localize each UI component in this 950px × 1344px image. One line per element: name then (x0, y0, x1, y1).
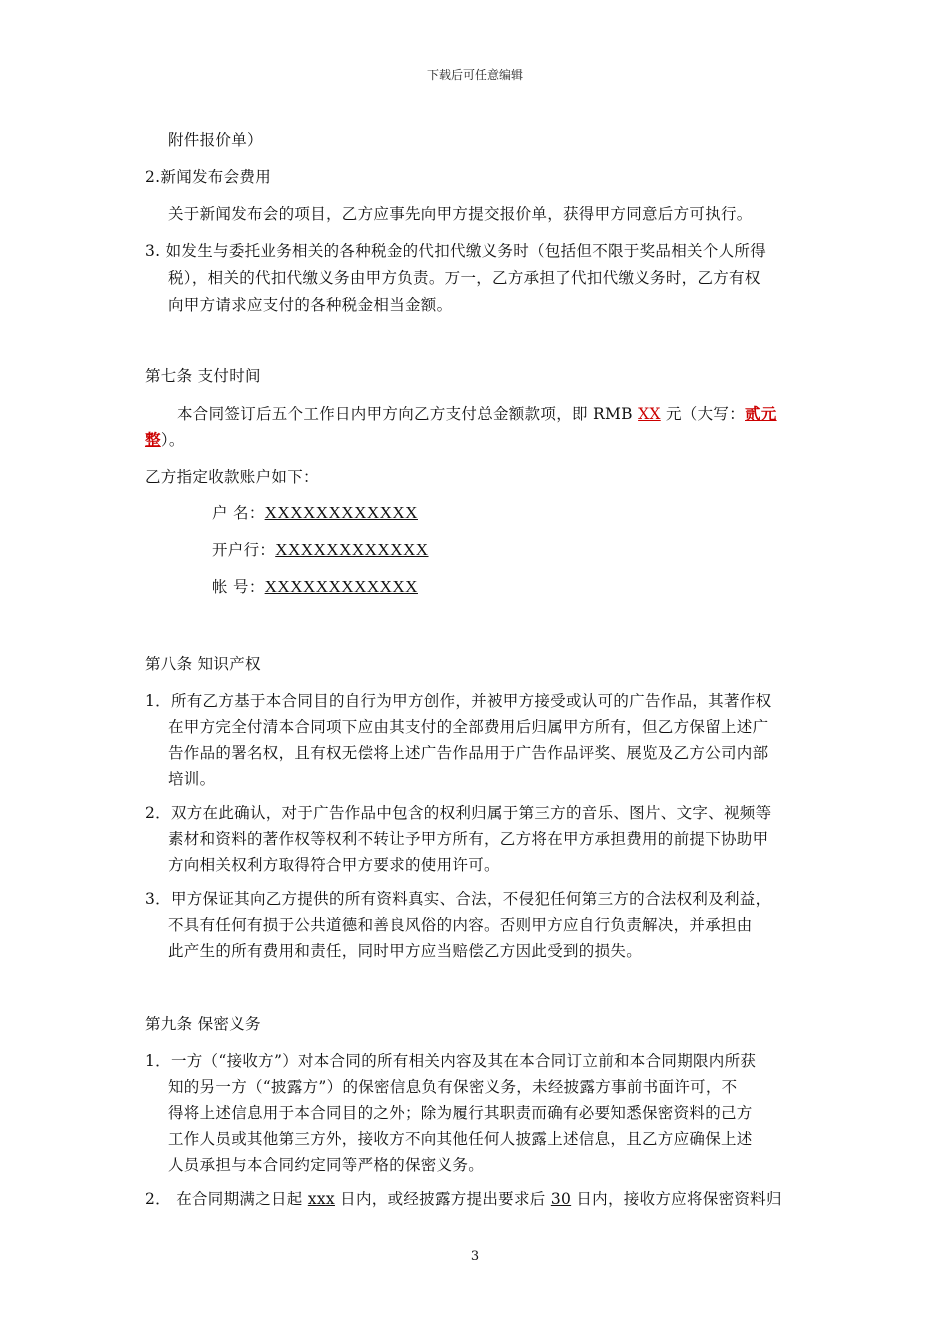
account-intro: 乙方指定收款账户如下： (145, 468, 319, 486)
payment-amount-cn-part2: 整 (145, 430, 161, 449)
s9-item-1-line-4: 工作人员或其他第三方外，接收方不向其他任何人披露上述信息，且乙方应确保上述 (168, 1130, 753, 1148)
s9-item-1-line-1: 1．一方（“接收方”）对本合同的所有相关内容及其在本合同订立前和本合同期限内所获 (145, 1052, 757, 1070)
item-2-body: 关于新闻发布会的项目，乙方应事先向甲方提交报价单，获得甲方同意后方可执行。 (168, 205, 753, 223)
s9-item-2-line-1 (145, 1187, 782, 1209)
account-number-row (212, 575, 418, 597)
payment-text-pre: 本合同签订后五个工作日内甲方向乙方支付总金额款项，即 RMB (177, 405, 639, 423)
s8-item-2-line-1: 2．双方在此确认，对于广告作品中包含的权利归属于第三方的音乐、图片、文字、视频等 (145, 804, 772, 822)
payment-text-end: ）。 (160, 431, 185, 449)
s9-item-2-pre: 2． 在合同期满之日起 (145, 1190, 308, 1208)
payment-paragraph-line-1 (177, 402, 777, 424)
account-number-value: XXXXXXXXXXXX (264, 577, 418, 596)
s8-item-1-line-2: 在甲方完全付清本合同项下应由其支付的全部费用后归属甲方所有，但乙方保留上述广 (168, 718, 769, 736)
page-header: 下载后可任意编辑 (426, 68, 523, 82)
s9-item-2-end: 日内，接收方应将保密资料归 (571, 1190, 782, 1208)
s8-item-3-line-2: 不具有任何有损于公共道德和善良风俗的内容。否则甲方应自行负责解决，并承担由 (168, 916, 753, 934)
s8-item-1-line-1: 1．所有乙方基于本合同目的自行为甲方创作，并被甲方接受或认可的广告作品，其著作权 (145, 692, 772, 710)
item-2-heading: 2.新闻发布会费用 (145, 168, 271, 186)
page-number: 3 (470, 1249, 480, 1264)
payment-amount-cn-part1: 贰元 (745, 404, 777, 423)
item-3-line-2: 税），相关的代扣代缴义务由甲方负责。万一，乙方承担了代扣代缴义务时，乙方有权 (168, 269, 761, 287)
s8-item-2-line-3: 方向相关权利方取得符合甲方要求的使用许可。 (168, 856, 500, 874)
s9-item-1-line-2: 知的另一方（“披露方”）的保密信息负有保密义务，未经披露方事前书面许可，不 (168, 1078, 738, 1096)
item-3-line-3: 向甲方请求应支付的各种税金相当金额。 (168, 296, 453, 314)
section-9-title: 第九条 保密义务 (145, 1015, 261, 1033)
s8-item-3-line-3: 此产生的所有费用和责任，同时甲方应当赔偿乙方因此受到的损失。 (168, 942, 643, 960)
section-7-title: 第七条 支付时间 (145, 367, 261, 385)
account-bank-label: 开户行： (212, 541, 276, 559)
s9-item-2-mid: 日内，或经披露方提出要求后 (334, 1190, 551, 1208)
payment-text-mid: 元（大写： (660, 405, 745, 423)
account-name-value: XXXXXXXXXXXX (264, 503, 418, 522)
section-8-title: 第八条 知识产权 (145, 655, 261, 673)
item-3-line-1: 3. 如发生与委托业务相关的各种税金的代扣代缴义务时（包括但不限于奖品相关个人所得 (145, 242, 767, 260)
payment-paragraph-line-2 (145, 428, 185, 450)
item-continuation: 附件报价单） (168, 131, 263, 149)
s9-item-1-line-5: 人员承担与本合同约定同等严格的保密义务。 (168, 1156, 485, 1174)
s8-item-3-line-1: 3．甲方保证其向乙方提供的所有资料真实、合法，不侵犯任何第三方的合法权利及利益， (145, 890, 772, 908)
account-number-label: 帐 号： (212, 578, 265, 596)
s8-item-1-line-4: 培训。 (168, 770, 216, 788)
account-bank-row (212, 538, 429, 560)
payment-amount: XX (638, 405, 661, 423)
account-name-row (212, 501, 418, 523)
s9-item-2-days-2: 30 (550, 1190, 572, 1208)
s9-item-1-line-3: 得将上述信息用于本合同目的之外；除为履行其职责而确有必要知悉保密资料的己方 (168, 1104, 753, 1122)
s8-item-2-line-2: 素材和资料的著作权等权利不转让予甲方所有，乙方将在甲方承担费用的前提下协助甲 (168, 830, 769, 848)
account-bank-value: XXXXXXXXXXXX (275, 540, 429, 559)
account-name-label: 户 名： (212, 504, 265, 522)
s8-item-1-line-3: 告作品的署名权，且有权无偿将上述广告作品用于广告作品评奖、展览及乙方公司内部 (168, 744, 769, 762)
s9-item-2-days-1: xxx (307, 1190, 335, 1208)
